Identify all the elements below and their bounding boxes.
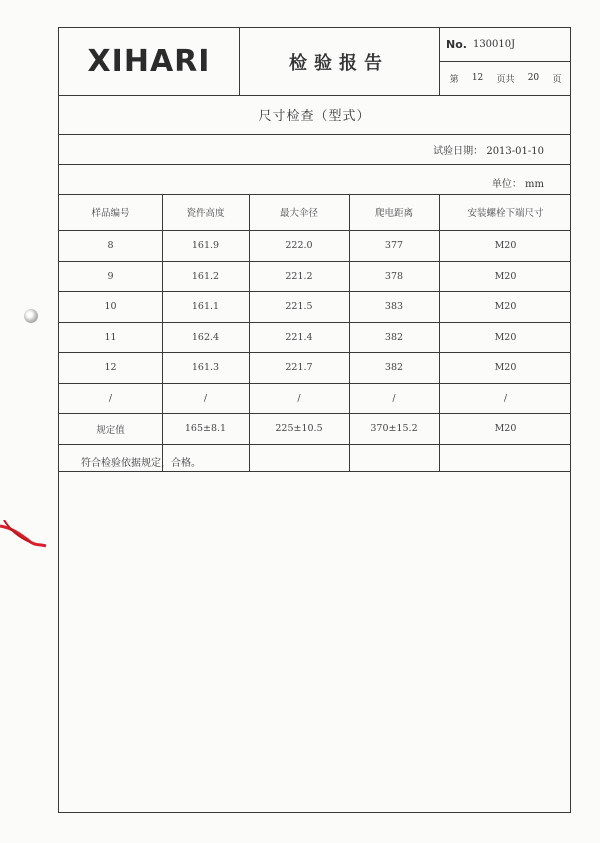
table-cell: M20: [494, 301, 517, 312]
page-suffix: 页: [552, 74, 562, 85]
table-cell: 382: [384, 331, 404, 343]
table-cell: /: [503, 392, 508, 404]
table-header-cell: 爬电距离: [374, 208, 413, 219]
table-cell: 383: [384, 301, 404, 312]
binding-string: [0, 520, 50, 554]
report-number-value: 130010J: [472, 39, 516, 50]
test-date: 试验日期： 2013-01-10: [433, 146, 544, 157]
table-row-divider: [59, 444, 570, 445]
table-cell: 221.2: [285, 270, 313, 282]
page-number: 12: [471, 73, 484, 83]
report-frame: [58, 27, 571, 813]
table-cell: 221.7: [285, 362, 313, 373]
table-header-cell: 最大伞径: [279, 208, 318, 219]
report-title: 检验报告: [289, 52, 389, 74]
table-cell: 382: [384, 362, 404, 373]
section-title: 尺寸检查（型式）: [258, 109, 371, 124]
table-cell: 11: [104, 331, 117, 343]
page-info: [439, 61, 572, 95]
table-cell: 161.1: [191, 301, 220, 312]
spec-cell: M20: [494, 423, 517, 434]
table-cell: 12: [104, 362, 117, 373]
table-cell: 161.3: [191, 362, 220, 373]
table-cell: /: [203, 392, 208, 404]
table-cell: 9: [107, 270, 114, 282]
table-cell: /: [392, 392, 396, 404]
table-cell: 377: [384, 240, 404, 251]
table-cell: 378: [384, 270, 404, 282]
table-cell: 222.0: [285, 240, 313, 251]
table-cell: M20: [494, 240, 517, 251]
spec-cell: 370±15.2: [370, 423, 418, 434]
table-cell: M20: [494, 270, 517, 282]
table-cell: /: [297, 392, 301, 404]
spec-cell: 225±10.5: [275, 423, 323, 434]
report-number-label: No.: [446, 38, 467, 51]
table-cell: 162.4: [191, 331, 220, 343]
table-cell: M20: [494, 331, 517, 343]
table-cell: 221.5: [285, 301, 313, 312]
binding-hole: [24, 309, 38, 323]
table-row-divider: [59, 471, 570, 472]
page-total: 20: [527, 73, 540, 83]
table-header-cell: 安装螺栓下端尺寸: [467, 208, 544, 219]
table-cell: /: [108, 392, 113, 404]
company-logo: XIHARI: [87, 44, 211, 79]
page-prefix: 第: [449, 74, 459, 85]
table-cell: 10: [104, 301, 117, 312]
table-header-cell: 瓷件高度: [186, 208, 225, 219]
conclusion-text: 符合检验依据规定，合格。: [81, 458, 201, 469]
spec-cell: 165±8.1: [184, 423, 227, 434]
page-mid: 页共: [496, 74, 515, 85]
table-cell: 221.4: [285, 331, 313, 343]
table-cell: M20: [494, 362, 517, 373]
table-header-cell: 样品编号: [91, 208, 130, 219]
spec-cell: 规定值: [96, 424, 125, 436]
unit-label: 单位： mm: [491, 179, 544, 190]
table-cell: 161.9: [191, 240, 220, 251]
report-number: [439, 28, 572, 61]
table-cell: 8: [107, 240, 114, 251]
table-cell: 161.2: [191, 270, 220, 282]
